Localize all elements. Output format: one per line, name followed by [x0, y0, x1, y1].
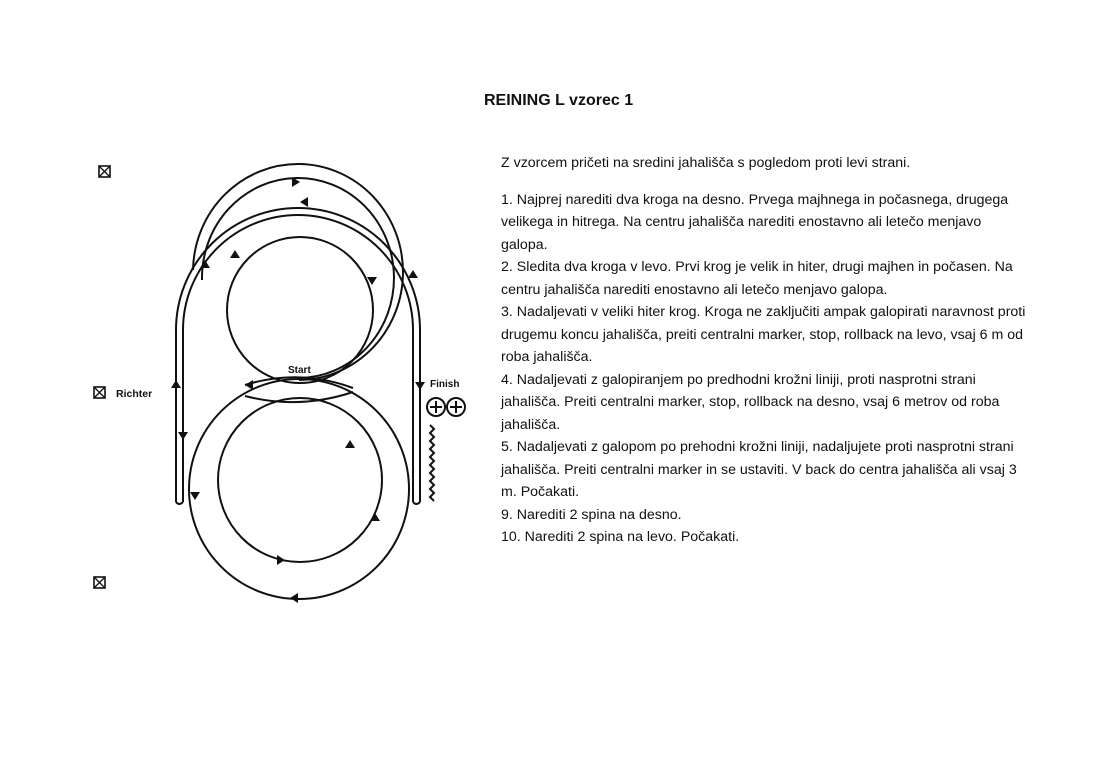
marker-bottom-icon: [94, 577, 105, 588]
steps-list: [501, 189, 1031, 549]
bottom-large-circle: [189, 379, 409, 599]
bottom-small-circle: [218, 398, 382, 562]
step-item: 4. Nadaljevati z galopiranjem po predhodni krožni liniji, proti nasprotni strani jahališča. Preiti centralni marker, stop, rollback na desno, vsaj 6 metrov od roba jahališča.: [501, 371, 1000, 433]
step-item: 10. Narediti 2 spina na levo. Počakati.: [501, 529, 740, 545]
intro-paragraph: Z vzorcem pričeti na sredini jahališča s pogledom proti levi strani.: [501, 155, 911, 171]
step-item: 9. Narediti 2 spina na desno.: [501, 506, 682, 523]
step-item: 2. Sledita dva kroga v levo. Prvi krog je velik in hiter, drugi majhen in počasen. Na centru jahališča narediti enostavno ali letečo menjavo galopa.: [501, 259, 1013, 298]
step-item: 1. Najprej narediti dva kroga na desno. Prvega majhnega in počasnega, drugega velikega in hitrega. Na centru jahališča narediti enostavno ali letečo menjavo galopa.: [501, 191, 1009, 253]
finish-label: Finish: [430, 379, 460, 390]
marker-top-icon: [99, 166, 110, 177]
top-large-circle: [193, 164, 403, 380]
step-item: 3. Nadaljevati v veliki hiter krog. Kroga ne zaključiti ampak galopirati naravnost proti drugemu koncu jahališča, preiti centralni marker, stop, rollback na levo, vsaj 6 m od roba jahališča.: [501, 304, 1026, 365]
marker-center-icon: [94, 387, 105, 398]
reining-pattern-diagram: [85, 140, 485, 620]
start-label: Start: [288, 365, 311, 376]
step-item: 5. Nadaljevati z galopom po prehodni krožni liniji, nadaljujete proti nasprotni strani jahališča. Preiti centralni marker in se ustaviti. V back do centra jahališča ali vsaj 3 m. Počakati.: [501, 439, 1017, 500]
instructions-text: [501, 152, 1031, 549]
top-small-circle: [227, 237, 373, 383]
page-title: REINING L vzorec 1: [484, 92, 634, 109]
richter-label: Richter: [116, 388, 153, 400]
backup-zigzag: [430, 425, 434, 501]
spin-symbols-icon: [427, 398, 465, 416]
